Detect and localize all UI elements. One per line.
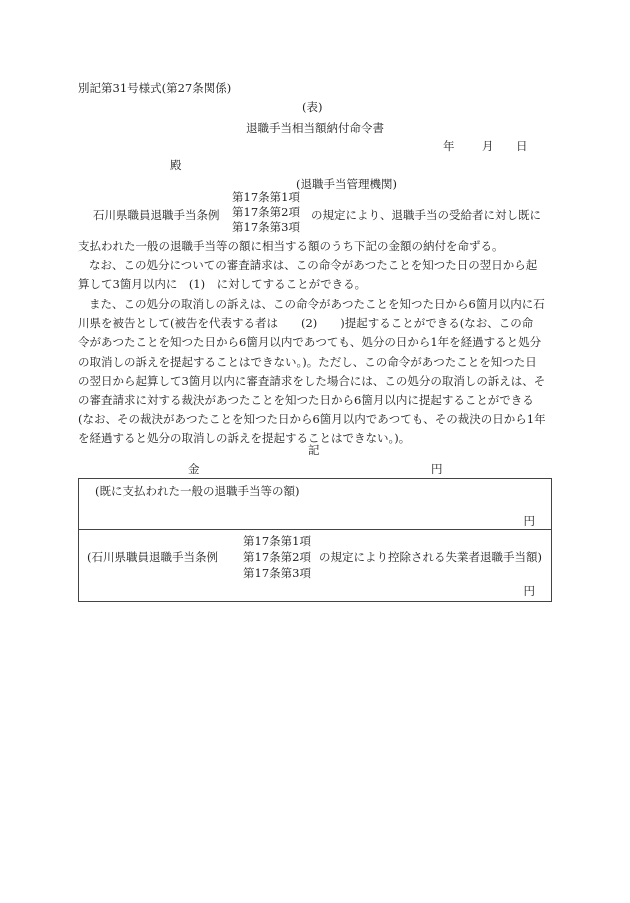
page-title: 退職手当相当額納付命令書 [246,121,384,135]
deducted-unit: 円 [523,584,535,598]
table-row [79,530,552,602]
ki-label: 記 [308,443,320,457]
notice-line: 算して3箇月以内に (1) に対してすることができる。 [78,277,367,292]
notice-lawsuit [78,295,554,449]
deducted-article-option: 第17条第2項 [243,550,311,564]
date-month: 月 [482,139,494,153]
form-label: 別記第31号様式(第27条関係) [78,81,232,95]
notice-line: また、この処分の取消しの訴えは、この命令があつたことを知つた日から6箇月以内に石 [89,297,545,311]
notice-line: 令があつたことを知つた日から6箇月以内であつても、処分の日から1年を経過すると処分 [78,335,542,350]
intro-article-options [232,190,300,235]
intro-article-option: 第17条第1項 [232,190,300,204]
date-year: 年 [443,139,455,153]
notice-line: の翌日から起算して3箇月以内に審査請求をした場合には、この処分の取消しの訴えは、そ [78,373,546,388]
notice-line: を経過すると処分の取消しの訴えを提起することはできない。)。 [78,431,411,446]
intro-line2: 支払われた一般の退職手当等の額に相当する額のうち下記の金額の納付を命ずる。 [78,239,504,253]
paid-amount-unit: 円 [523,514,535,528]
intro-article-option: 第17条第2項 [232,205,300,219]
amount-label: 金 [188,462,200,476]
front-label: (表) [302,100,323,114]
intro-article-option: 第17条第3項 [232,220,300,234]
addressee-suffix: 殿 [170,158,182,172]
issuer-label: (退職手当管理機関) [296,177,397,191]
deducted-suffix: の規定により控除される失業者退職手当額) [319,550,542,564]
notice-line: の取消しの訴えを提起することはできない。)。ただし、この命令があつたことを知つた日 [78,354,537,369]
intro-tail: の規定により、退職手当の受給者に対し既に [311,208,541,222]
notice-line: の審査請求に対する裁決があつたことを知つた日から6箇月以内に提起することができる [78,393,534,408]
deducted-article-option: 第17条第1項 [243,534,311,548]
paid-amount-label: (既に支払われた一般の退職手当等の額) [95,484,300,498]
notice-line: 川県を被告として(被告を代表する者は (2) )提起することができる(なお、この命 [78,316,534,331]
table-row [79,479,552,530]
amount-table [78,478,552,602]
deducted-prefix: (石川県職員退職手当条例 [87,550,218,564]
table-cell-paid-amount [79,479,552,530]
table-cell-deducted-amount [79,530,552,602]
notice-line: なお、この処分についての審査請求は、この命令があつたことを知つた日の翌日から起 [89,258,538,272]
date-day: 日 [516,139,528,153]
intro-ordinance: 石川県職員退職手当条例 [93,208,220,222]
notice-appeal [78,256,554,294]
notice-line: (なお、その裁決があつたことを知つた日から6箇月以内であつても、その裁決の日から1年 [78,412,546,427]
deducted-article-options [243,533,311,581]
deducted-article-option: 第17条第3項 [243,566,311,580]
amount-unit: 円 [431,462,443,476]
